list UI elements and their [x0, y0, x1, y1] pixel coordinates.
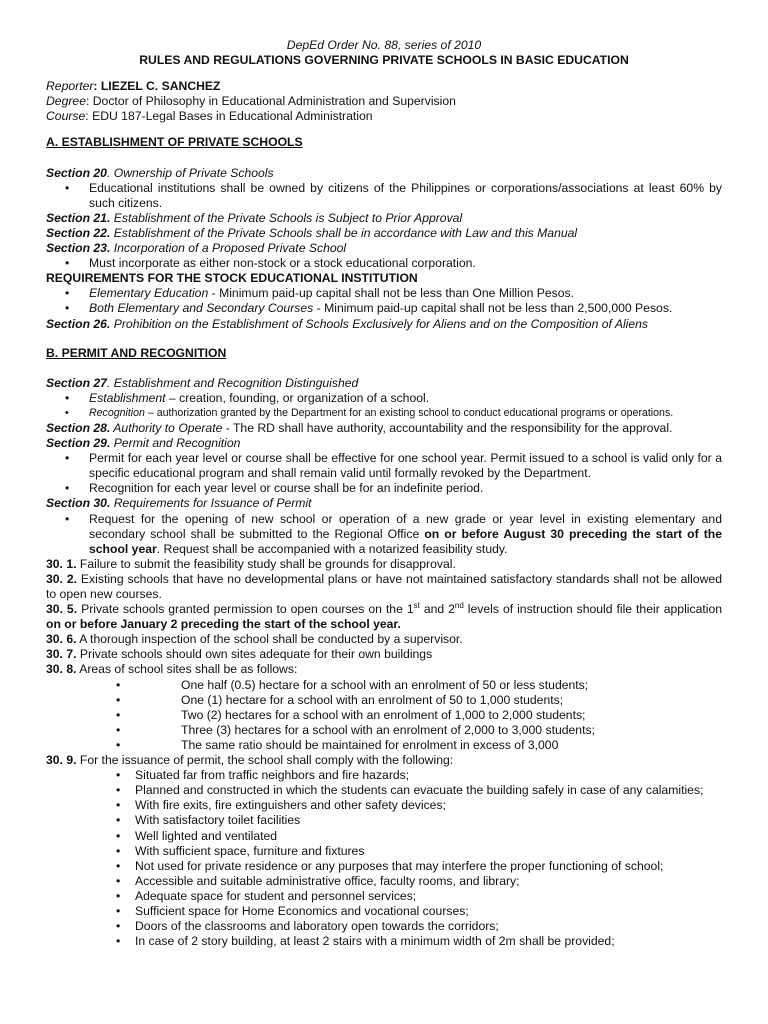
section-number: Section 29. — [46, 436, 111, 451]
degree-line — [46, 94, 722, 109]
list-item: • Well lighted and ventilated — [46, 829, 722, 844]
item-text: . Request shall be accompanied with a notarized feasibility study. — [156, 541, 508, 556]
item-label: Both Elementary and Secondary Courses — [89, 301, 314, 316]
list-item: • Situated far from traffic neighbors and fire hazards; — [46, 768, 722, 783]
item-text: Request for the opening of new school or operation of a new grade or year level in existing elementary and secondary school shall be submitted to the Regional Office — [89, 511, 722, 541]
list-item: • Doors of the classrooms and laboratory open towards the corridors; — [46, 919, 722, 934]
document-header — [46, 38, 722, 68]
section-number: Section 26. — [46, 316, 111, 331]
list-item: • One half (0.5) hectare for a school with an enrolment of 50 or less students; — [46, 678, 722, 693]
paragraph-text: For the issuance of permit, the school shall comply with the following: — [76, 753, 454, 768]
paragraph-30-1 — [46, 557, 722, 572]
list-item — [46, 301, 722, 316]
list-item — [46, 406, 722, 421]
list-item: • With satisfactory toilet facilities — [46, 813, 722, 828]
section-21 — [46, 211, 722, 226]
section-20 — [46, 166, 722, 181]
section-number: Section 22. — [46, 225, 111, 240]
list-item: • Accessible and suitable administrative office, faculty rooms, and library; — [46, 874, 722, 889]
section-number: Section 21. — [46, 210, 111, 225]
paragraph-30-9 — [46, 753, 722, 768]
requirements-heading: REQUIREMENTS FOR THE STOCK EDUCATIONAL INSTITUTION — [46, 271, 418, 286]
list-item: • Adequate space for student and personnel services; — [46, 889, 722, 904]
section-title: . Establishment and Recognition Distinguished — [106, 375, 359, 390]
paragraph-30-7 — [46, 647, 722, 662]
section-title: Requirements for Issuance of Permit — [110, 496, 312, 511]
section-number: Section 20 — [46, 165, 107, 180]
section-heading-b: B. PERMIT AND RECOGNITION — [46, 345, 227, 360]
order-number: DepEd Order No. 88, series of 2010 — [286, 38, 482, 52]
list-item: • One (1) hectare for a school with an enrolment of 50 to 1,000 students; — [46, 693, 722, 708]
section-title: Permit and Recognition — [110, 436, 241, 451]
list-item — [46, 512, 722, 557]
degree-label: Degree — [46, 94, 86, 109]
section-title: Incorporation of a Proposed Private School — [110, 241, 347, 256]
section-title: Establishment of the Private Schools is Subject to Prior Approval — [110, 210, 463, 225]
paragraph-number: 30. 7. — [46, 647, 77, 662]
list-item: • In case of 2 story building, at least 2 stairs with a minimum width of 2m shall be provided; — [46, 934, 722, 949]
paragraph-text: Areas of school sites shall be as follows: — [76, 662, 298, 677]
list-item — [46, 286, 722, 301]
list-item: • Not used for private residence or any purposes that may interfere the proper functioning of school; — [46, 859, 722, 874]
list-item: • The same ratio should be maintained for enrolment in excess of 3,000 — [46, 738, 722, 753]
deadline-text: on or before August 30 preceding the start of the school year — [89, 526, 722, 556]
list-item: • Sufficient space for Home Economics and vocational courses; — [46, 904, 722, 919]
section-26 — [46, 317, 722, 332]
paragraph-number: 30. 9. — [46, 753, 77, 768]
paragraph-number: 30. 5. — [46, 602, 78, 617]
section-27 — [46, 376, 722, 391]
reporter-name: : LIEZEL C. SANCHEZ — [93, 79, 221, 94]
reporter-info — [46, 79, 722, 124]
item-label: Establishment — [89, 390, 166, 405]
course-line — [46, 109, 722, 124]
deadline-text: on or before January 2 preceding the start of the school year. — [46, 617, 401, 632]
paragraph-30-8 — [46, 662, 722, 677]
section-29 — [46, 436, 722, 451]
section-heading-a: A. ESTABLISHMENT OF PRIVATE SCHOOLS — [46, 135, 303, 150]
paragraph-text: Private schools should own sites adequate for their own buildings — [76, 647, 433, 662]
paragraph-text: Private schools granted permission to open courses on the 1 — [77, 602, 414, 617]
section-title: . Ownership of Private Schools — [106, 165, 274, 180]
section-number: Section 23. — [46, 241, 111, 256]
paragraph-number: 30. 8. — [46, 662, 77, 677]
list-item: • Two (2) hectares for a school with an enrolment of 1,000 to 2,000 students; — [46, 708, 722, 723]
section-number: Section 27 — [46, 375, 107, 390]
list-item — [46, 391, 722, 406]
section-number: Section 30. — [46, 496, 111, 511]
paragraph-text: Existing schools that have no developmental plans or have not maintained satisfactory standards shall not be allowed to open new courses. — [46, 571, 722, 601]
list-item: • Planned and constructed in which the students can evacuate the building safely in case of any calamities; — [46, 783, 722, 798]
paragraph-30-6 — [46, 632, 722, 647]
superscript: nd — [454, 601, 464, 611]
item-label: Recognition — [89, 406, 145, 419]
list-item: • Three (3) hectares for a school with an enrolment of 2,000 to 3,000 students; — [46, 723, 722, 738]
document-page — [46, 38, 722, 949]
paragraph-number: 30. 6. — [46, 632, 77, 647]
section-text: - The RD shall have authority, accountability and the responsibility for the approval. — [222, 420, 673, 435]
course-value: : EDU 187-Legal Bases in Educational Administration — [85, 109, 373, 124]
paragraph-text: and 2 — [419, 602, 455, 617]
section-28 — [46, 421, 722, 436]
reporter-line — [46, 79, 722, 94]
document-title: RULES AND REGULATIONS GOVERNING PRIVATE SCHOOLS IN BASIC EDUCATION — [139, 53, 629, 68]
item-text: – creation, founding, or organization of a school. — [165, 390, 430, 405]
paragraph-number: 30. 1. — [46, 556, 77, 571]
list-item: • Permit for each year level or course shall be effective for one school year. Permit issued to a school is valid only for a specific educational program and shall remain valid until formally revoked by the Department. — [46, 451, 722, 481]
list-item: • Recognition for each year level or course shall be for an indefinite period. — [46, 481, 722, 496]
paragraph-text: A thorough inspection of the school shall be conducted by a supervisor. — [76, 632, 463, 647]
item-label: Elementary Education — [89, 286, 209, 301]
course-label: Course — [46, 109, 86, 124]
section-title: Prohibition on the Establishment of Schools Exclusively for Aliens and on the Composition of Aliens — [110, 316, 649, 331]
section-title: Authority to Operate — [110, 420, 223, 435]
paragraph-30-5 — [46, 602, 722, 632]
section-22 — [46, 226, 722, 241]
item-text: - Minimum paid-up capital shall not be less than 2,500,000 Pesos. — [313, 301, 673, 316]
section-23 — [46, 241, 722, 256]
paragraph-text: Failure to submit the feasibility study shall be grounds for disapproval. — [76, 556, 456, 571]
list-item: • With fire exits, fire extinguishers and other safety devices; — [46, 798, 722, 813]
list-item: • With sufficient space, furniture and fixtures — [46, 844, 722, 859]
paragraph-30-2 — [46, 572, 722, 602]
list-item: • Must incorporate as either non-stock or a stock educational corporation. — [46, 256, 722, 271]
degree-value: : Doctor of Philosophy in Educational Administration and Supervision — [85, 94, 456, 109]
section-title: Establishment of the Private Schools shall be in accordance with Law and this Manual — [110, 225, 578, 240]
section-30 — [46, 496, 722, 511]
item-text: - Minimum paid-up capital shall not be less than One Million Pesos. — [208, 286, 575, 301]
item-text: – authorization granted by the Department for an existing school to conduct educational programs or operations. — [144, 406, 674, 419]
list-item: • Educational institutions shall be owned by citizens of the Philippines or corporations/associations at least 60% by such citizens. — [46, 181, 722, 211]
paragraph-text: levels of instruction should file their application — [463, 602, 723, 617]
section-number: Section 28. — [46, 420, 111, 435]
reporter-label: Reporter — [46, 79, 94, 94]
paragraph-number: 30. 2. — [46, 571, 78, 586]
superscript: st — [413, 601, 420, 611]
